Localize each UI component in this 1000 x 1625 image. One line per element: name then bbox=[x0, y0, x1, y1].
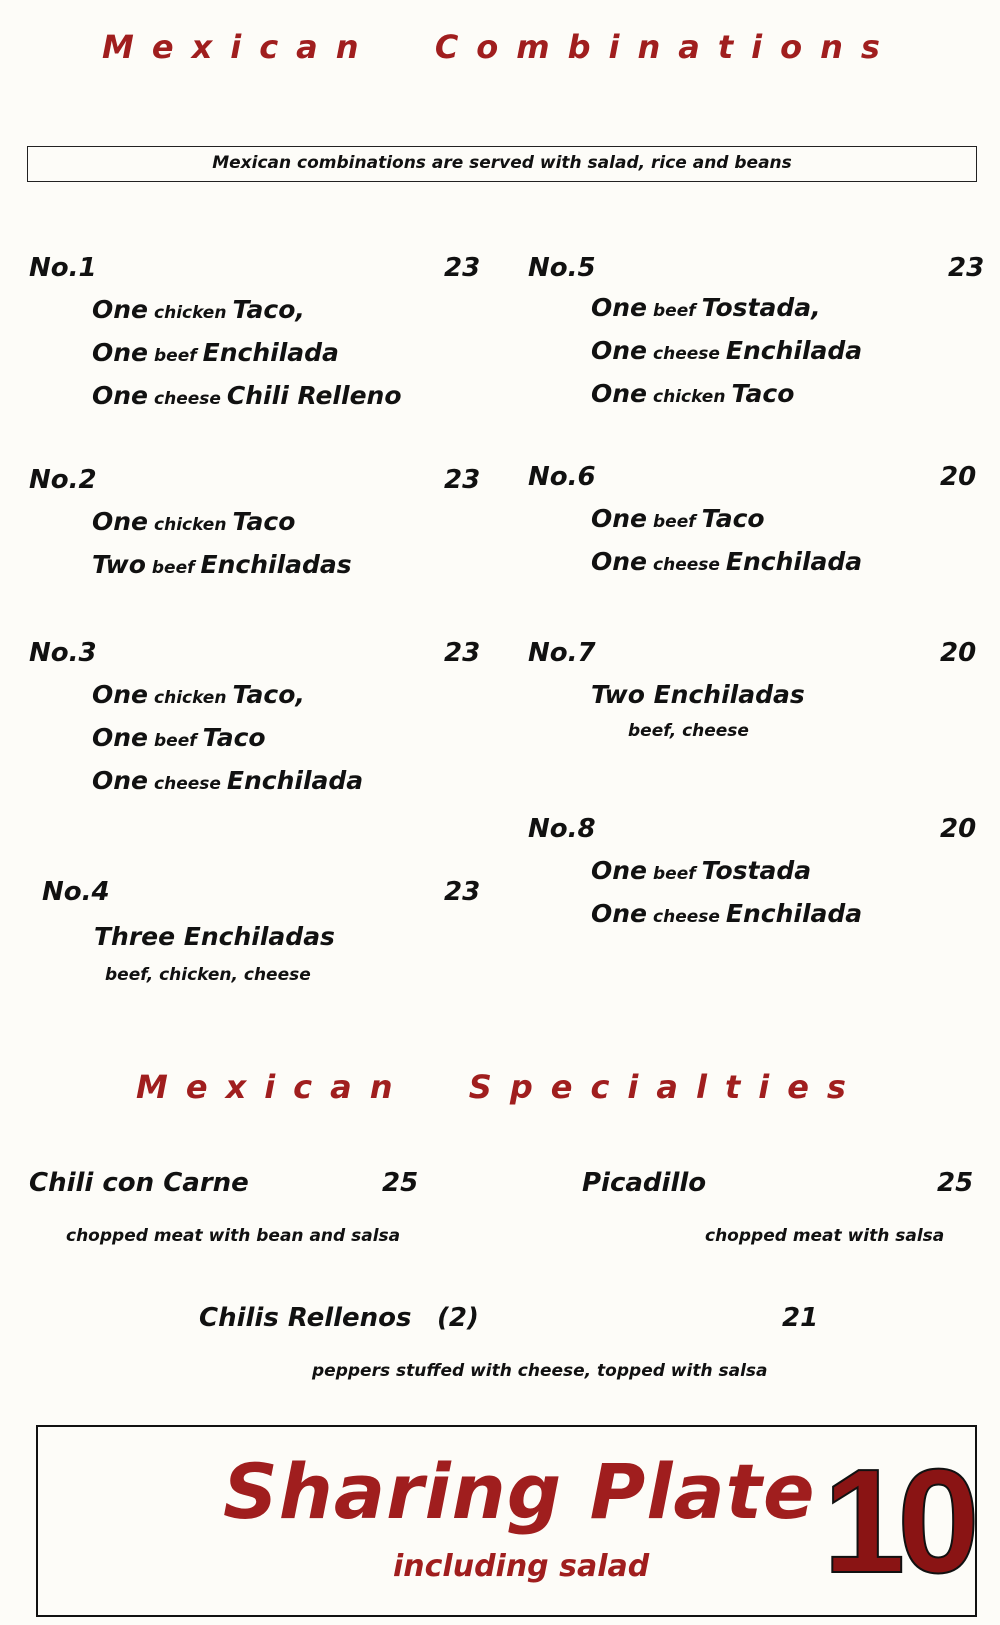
combo-item: One chicken Taco bbox=[92, 507, 296, 536]
combo-number: No.4 bbox=[42, 877, 110, 907]
combo-8 bbox=[528, 814, 988, 928]
combo-7 bbox=[528, 638, 988, 741]
specialties-title: Mexican Specialties bbox=[136, 1068, 864, 1106]
specialty-name: Chilis Rellenos bbox=[199, 1303, 412, 1333]
combo-item: One beef Taco bbox=[591, 504, 765, 533]
combo-item: One chicken Taco bbox=[591, 379, 795, 408]
combo-item: Two beef Enchiladas bbox=[92, 550, 352, 579]
combo-item: One beef Taco bbox=[92, 723, 266, 752]
combo-number: No.5 bbox=[528, 253, 596, 283]
served-with-notice: Mexican combinations are served with salad, rice and beans bbox=[27, 146, 977, 182]
specialty-quantity: (2) bbox=[437, 1303, 479, 1333]
combo-number: No.7 bbox=[528, 638, 596, 668]
combo-price: 23 bbox=[444, 465, 481, 495]
specialty-description: chopped meat with salsa bbox=[705, 1226, 945, 1246]
combo-item: One cheese Chili Relleno bbox=[92, 381, 402, 410]
specialty-description: chopped meat with bean and salsa bbox=[66, 1226, 401, 1246]
combo-fillings: beef, cheese bbox=[628, 721, 749, 741]
combo-fillings: beef, chicken, cheese bbox=[105, 965, 311, 985]
sharing-plate-subtitle: including salad bbox=[393, 1549, 650, 1584]
combo-number: No.3 bbox=[29, 638, 97, 668]
combo-6 bbox=[528, 462, 988, 576]
combo-number: No.8 bbox=[528, 814, 596, 844]
combo-3 bbox=[29, 638, 489, 795]
combo-item: One chicken Taco, bbox=[92, 680, 305, 709]
specialty-name: Chili con Carne bbox=[29, 1168, 249, 1198]
combo-item: One cheese Enchilada bbox=[591, 547, 863, 576]
combo-number: No.6 bbox=[528, 462, 596, 492]
combo-5 bbox=[528, 253, 988, 408]
combo-price: 20 bbox=[940, 814, 977, 844]
combo-price: 20 bbox=[940, 462, 977, 492]
specialty-price: 25 bbox=[382, 1168, 419, 1198]
sharing-plate-box bbox=[36, 1425, 977, 1617]
specialty-description: peppers stuffed with cheese, topped with salsa bbox=[312, 1361, 768, 1381]
combo-2 bbox=[29, 465, 489, 579]
combo-number: No.1 bbox=[29, 253, 97, 283]
combo-item: One beef Enchilada bbox=[92, 338, 339, 367]
combo-main: Three Enchiladas bbox=[94, 922, 335, 951]
combo-number: No.2 bbox=[29, 465, 97, 495]
combo-price: 23 bbox=[444, 638, 481, 668]
combo-price: 20 bbox=[940, 638, 977, 668]
sharing-plate-title: Sharing Plate bbox=[223, 1447, 816, 1536]
combo-item: One chicken Taco, bbox=[92, 295, 305, 324]
combinations-title: Mexican Combinations bbox=[102, 28, 898, 66]
combo-price: 23 bbox=[948, 253, 985, 283]
combo-item: One beef Tostada, bbox=[591, 293, 821, 322]
combo-item: One cheese Enchilada bbox=[591, 899, 863, 928]
specialty-price: 25 bbox=[937, 1168, 974, 1198]
combo-1 bbox=[29, 253, 489, 410]
sharing-plate-price: 10 bbox=[823, 1439, 972, 1604]
combo-main: Two Enchiladas bbox=[591, 680, 805, 709]
specialty-name: Picadillo bbox=[582, 1168, 707, 1198]
combo-item: One cheese Enchilada bbox=[591, 336, 863, 365]
combo-4 bbox=[42, 877, 502, 985]
combo-price: 23 bbox=[444, 877, 481, 907]
specialty-price: 21 bbox=[782, 1303, 819, 1333]
combo-item: One cheese Enchilada bbox=[92, 766, 364, 795]
combo-item: One beef Tostada bbox=[591, 856, 812, 885]
combo-price: 23 bbox=[444, 253, 481, 283]
